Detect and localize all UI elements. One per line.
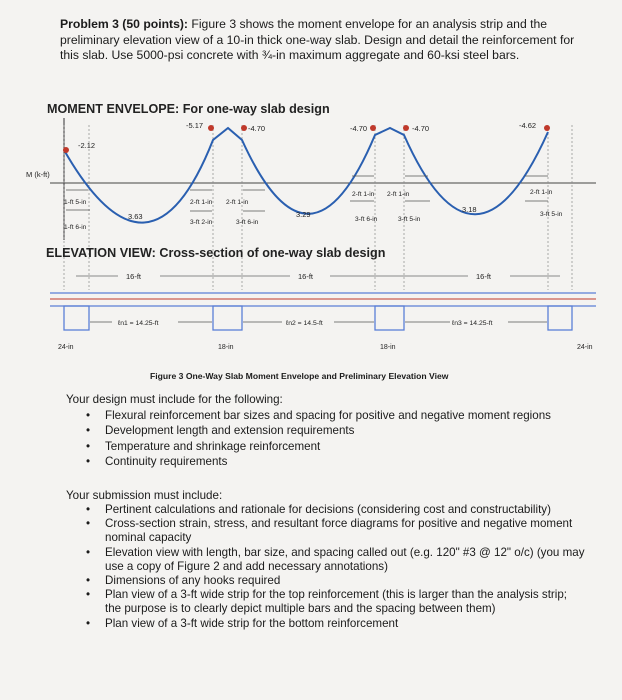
problem-label: Problem 3 (50 points): bbox=[60, 17, 188, 31]
list-item: • Dimensions of any hooks required bbox=[84, 574, 586, 588]
pos-value-2: 3.29 bbox=[296, 210, 311, 219]
marker-6 bbox=[544, 125, 550, 131]
span-label-2: 16-ft bbox=[298, 272, 314, 281]
negative-moment-markers bbox=[63, 125, 550, 153]
cutoff-12: 3-ft 5-in bbox=[540, 211, 563, 218]
marker-1 bbox=[63, 147, 69, 153]
list-item: • Elevation view with length, bar size, and spacing called out (e.g. 120" #3 @ 12" o/c) (you may use a copy of Figure 2 and add necessary annotations) bbox=[84, 546, 586, 574]
list-item: • Flexural reinforcement bar sizes and spacing for positive and negative moment regions bbox=[84, 408, 584, 423]
cutoff-6: 3-ft 6-in bbox=[236, 219, 259, 226]
list-item: • Pertinent calculations and rationale for decisions (considering cost and constructability) bbox=[84, 503, 586, 517]
pos-value-1: 3.63 bbox=[128, 212, 143, 221]
cutoff-8: 2-ft 1-in bbox=[387, 191, 410, 198]
marker-4 bbox=[370, 125, 376, 131]
list-item: • Development length and extension requirements bbox=[84, 423, 584, 438]
span-label-3: 16-ft bbox=[476, 272, 492, 281]
neg-value-2: -5.17 bbox=[186, 121, 204, 130]
cutoff-4: 2-ft 1-in bbox=[226, 199, 249, 206]
cutoff-11: 2-ft 1-in bbox=[530, 189, 553, 196]
list-item: • Plan view of a 3-ft wide strip for the bottom reinforcement bbox=[84, 617, 586, 631]
cutoff-5: 3-ft 2-in bbox=[190, 219, 213, 226]
clear-span-2: ℓn2 = 14.5-ft bbox=[286, 320, 323, 327]
cutoff-1: 1-ft 5-in bbox=[64, 199, 87, 206]
elevation-title: ELEVATION VIEW: Cross-section of one-way slab design bbox=[46, 246, 386, 260]
marker-2 bbox=[208, 125, 214, 131]
pos-value-3: 3.18 bbox=[462, 205, 477, 214]
neg-value-4: -4.70 bbox=[350, 124, 368, 133]
neg-value-3: -4.70 bbox=[248, 124, 266, 133]
problem-text: Figure 3 shows the moment envelope for an analysis strip and the preliminary elevation view of a 10-in thick one-way slab. Design and detail the reinforcement for this slab. Use 5000-psi concrete with ¾-in maximum aggregate and 60-ksi steel bars. bbox=[60, 17, 575, 62]
figure-caption: Figure 3 One-Way Slab Moment Envelope and Preliminary Elevation View bbox=[150, 371, 449, 381]
marker-3 bbox=[241, 125, 247, 131]
cutoff-2: 1-ft 6-in bbox=[64, 224, 87, 231]
axis-label: M (k-ft) bbox=[26, 170, 50, 179]
submission-intro: Your submission must include: bbox=[66, 489, 223, 502]
list-item: • Temperature and shrinkage reinforcement bbox=[84, 439, 584, 454]
clear-span-3: ℓn3 = 14.25-ft bbox=[452, 320, 493, 327]
clear-span-1: ℓn1 = 14.25-ft bbox=[118, 320, 159, 327]
neg-value-1: -2.12 bbox=[78, 141, 96, 150]
design-intro: Your design must include for the following: bbox=[66, 393, 283, 406]
support-width-3: 18-in bbox=[380, 344, 396, 351]
neg-value-5: -4.70 bbox=[412, 124, 430, 133]
design-list bbox=[84, 408, 584, 469]
span-label-1: 16-ft bbox=[126, 272, 142, 281]
support-width-2: 18-in bbox=[218, 344, 234, 351]
submission-list bbox=[84, 503, 586, 631]
list-item: • Continuity requirements bbox=[84, 454, 584, 469]
list-item: • Plan view of a 3-ft wide strip for the top reinforcement (this is larger than the analysis strip; the purpose is to clearly depict multiple bars and the spacing between them) bbox=[84, 588, 586, 616]
list-item: • Cross-section strain, stress, and resultant force diagrams for positive and negative moment nominal capacity bbox=[84, 517, 586, 545]
support-width-4: 24-in bbox=[577, 344, 593, 351]
marker-5 bbox=[403, 125, 409, 131]
neg-value-6: -4.62 bbox=[519, 121, 537, 130]
cutoff-9: 3-ft 6-in bbox=[355, 216, 378, 223]
cutoff-10: 3-ft 5-in bbox=[398, 216, 421, 223]
cutoff-3: 2-ft 1-in bbox=[190, 199, 213, 206]
cutoff-7: 2-ft 1-in bbox=[352, 191, 375, 198]
moment-envelope-title: MOMENT ENVELOPE: For one-way slab design bbox=[47, 102, 330, 116]
support-width-1: 24-in bbox=[58, 344, 74, 351]
